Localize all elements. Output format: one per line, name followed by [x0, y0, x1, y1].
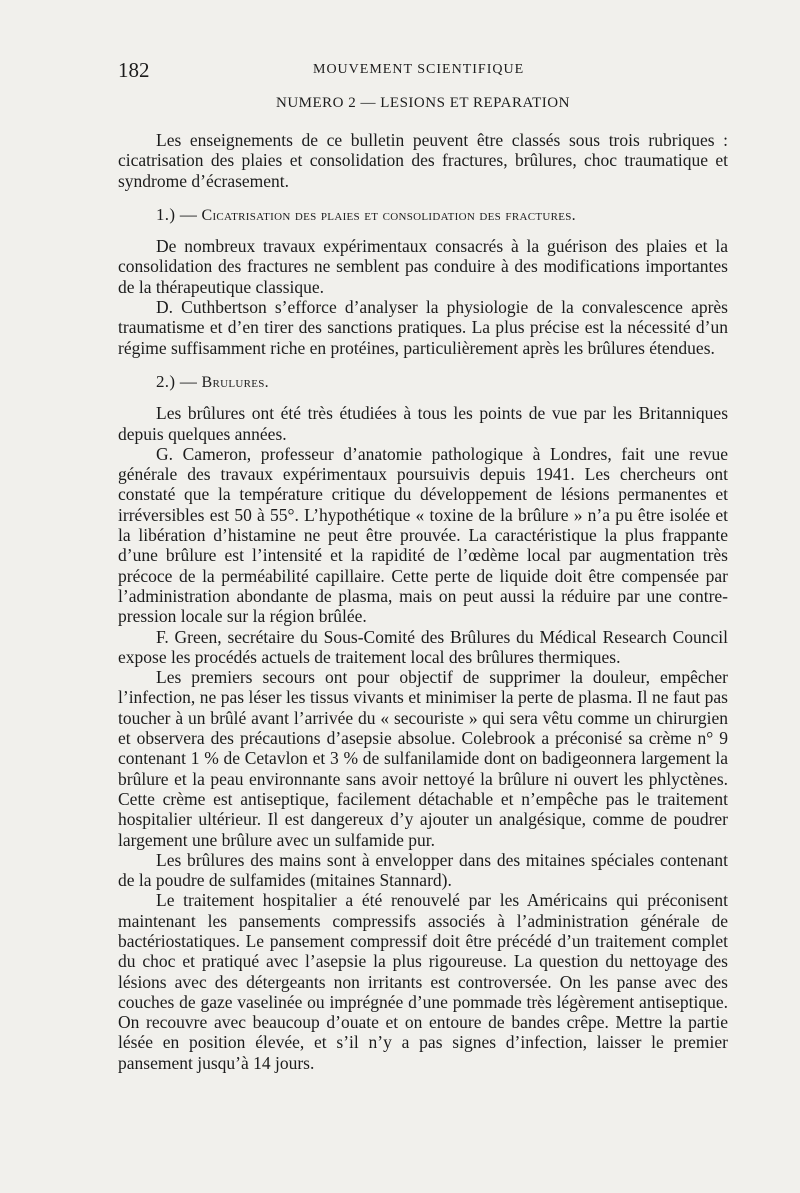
article-body: [118, 130, 728, 1073]
journal-title: MOUVEMENT SCIENTIFIQUE: [313, 62, 525, 77]
paragraph: Les premiers secours ont pour objectif de supprimer la douleur, empêcher l’infection, ne pas léser les tissus vivants et minimiser la perte de plasma. Il ne faut pas toucher à un brûlé avant l’arrivée du « secouriste » qui sera vêtu comme un chirurgien et observera des précautions d’asepsie absolue. Colebrook a préconisé sa crème n° 9 contenant 1 % de Cetavlon et 3 % de sulfanilamide dont on badigeonnera largement la brûlure et la peau environnante sans avoir nettoyé la brûlure ni ouvert les phlyctènes. Cette crème est antiseptique, facilement détachable et n’empêche pas le traitement hospitalier ultérieur. Il est dangereux d’y ajouter un analgésique, comme de poudrer largement une brûlure avec un sulfamide pur.: [118, 667, 728, 850]
running-head: [118, 58, 698, 82]
paragraph: De nombreux travaux expérimentaux consacrés à la guérison des plaies et la consolidation des fractures ne semblent pas conduire à des modifications importantes de la thérapeutique classique.: [118, 236, 728, 297]
paragraph: G. Cameron, professeur d’anatomie pathologique à Londres, fait une revue générale des travaux expérimentaux poursuivis depuis 1941. Les chercheurs ont constaté que la température critique du développement de lésions permanentes et irréversibles est 50 à 55°. L’hypothétique « toxine de la brûlure » n’a pu être isolée et la libération d’histamine ne peut être prouvée. La caractéristique la plus frappante d’une brûlure est l’intensité et la rapidité de l’œdème local par augmentation très précoce de la perméabilité capillaire. Cette perte de liquide doit être compensée par l’administration abondante de plasma, mais on peut aussi la réduire par une contre-pression locale sur la région brûlée.: [118, 443, 728, 627]
paragraph: Les brûlures des mains sont à envelopper dans des mitaines spéciales contenant de la poudre de sulfamides (mitaines Stannard).: [118, 849, 728, 891]
intro-paragraph: Les enseignements de ce bulletin peuvent être classés sous trois rubriques : cicatrisation des plaies et consolidation des fractures, brûlures, choc traumatique et syndrome d’écrasement.: [118, 130, 728, 191]
section-heading: NUMERO 2 — LESIONS ET REPARATION: [276, 95, 570, 111]
subheading-2-title: Brulures.: [201, 373, 269, 391]
subheading-1-title: Cicatrisation des plaies et consolidation des fractures.: [201, 206, 576, 224]
page-number: 182: [118, 58, 150, 82]
subheading-1-number: 1.) —: [156, 204, 198, 224]
subheading-1: [118, 205, 728, 226]
subheading-2: [118, 372, 728, 393]
paragraph: F. Green, secrétaire du Sous-Comité des Brûlures du Médical Research Council expose les procédés actuels de traitement local des brûlures thermiques.: [118, 626, 728, 667]
paragraph: Les brûlures ont été très étudiées à tous les points de vue par les Britanniques depuis quelques années.: [118, 403, 728, 444]
subheading-2-number: 2.) —: [156, 371, 198, 391]
paragraph: D. Cuthbertson s’efforce d’analyser la physiologie de la convalescence après traumatisme et d’en tirer des sanctions pratiques. La plus précise est la nécessité d’un régime suffisamment riche en protéines, particulièrement après les brûlures étendues.: [118, 297, 728, 358]
paragraph: Le traitement hospitalier a été renouvelé par les Américains qui préconisent maintenant les pansements compressifs associés à l’administration générale de bactériostatiques. Le pansement compressif doit être précédé d’un traitement complet du choc et pratiqué avec l’asepsie la plus rigoureuse. La question du nettoyage des lésions avec des détergeants non irritants est controversée. On les panse avec des couches de gaze vaselinée ou imprégnée d’une pommade très légèrement antiseptique. On recouvre avec beaucoup d’ouate et on entoure de bandes crêpe. Mettre la partie lésée en position élevée, et s’il n’y a pas signes d’infection, laisser le premier pansement jusqu’à 14 jours.: [118, 890, 728, 1073]
